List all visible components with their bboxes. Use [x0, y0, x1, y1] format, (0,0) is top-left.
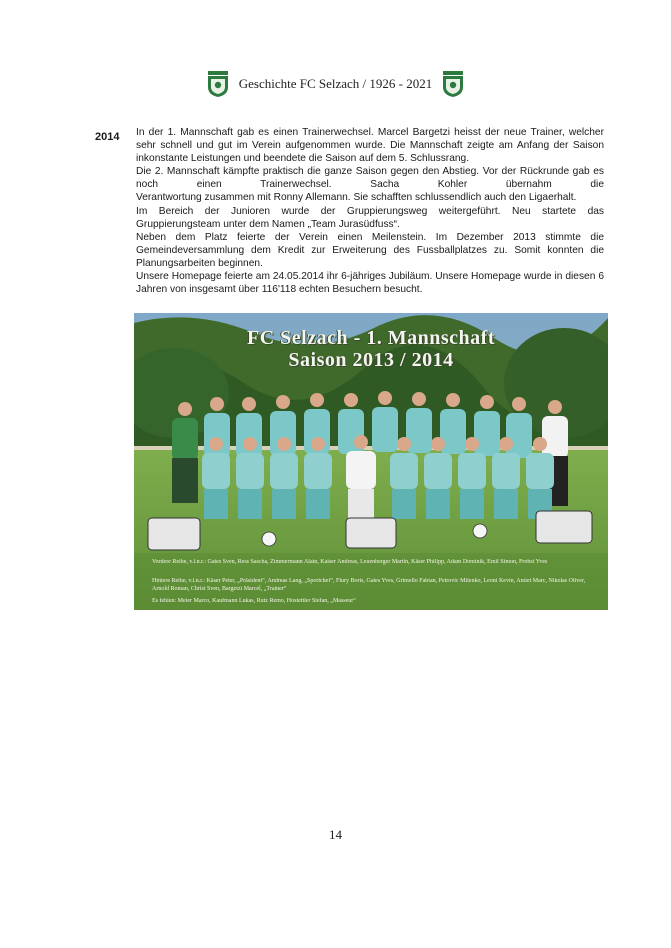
club-crest-icon	[442, 70, 464, 98]
photo-subtitle: Saison 2013 / 2014	[288, 349, 454, 371]
page-header	[0, 70, 671, 98]
page-number: 14	[329, 827, 342, 842]
year-label: 2014	[95, 131, 120, 143]
document-title: Geschichte FC Selzach / 1926 - 2021	[238, 76, 433, 91]
paragraph-homepage: Unsere Homepage feierte am 24.05.2014 ihr 6-jähriges Jubiläum. Unsere Homepage wurde in diesen 6 Jahren von insgesamt über 116'118 echten Besuchern besucht.	[136, 271, 604, 296]
photo-title: FC Selzach - 1. Mannschaft	[247, 327, 495, 349]
paragraph-first-team: In der 1. Mannschaft gab es einen Trainerwechsel. Marcel Bargetzi heisst der neue Trainer, welcher sehr schnell und gut im Verein aufgenommen wurde. Die Mannschaft zeigte am Anfang der Saison inkonstante Leistungen und beendete die Saison auf dem 5. Schlussrang.	[136, 127, 604, 165]
paragraph-second-team: Die 2. Mannschaft kämpfte praktisch die ganze Saison gegen den Abstieg. Vor der Rückrunde gab es noch einen Trainerwechsel. Sacha Kohler übernahm die	[136, 166, 604, 191]
paragraph-juniors: Im Bereich der Junioren wurde der Gruppierungsweg weitergeführt. Neu startete das Gruppierungsteam unter dem Namen „Team Jurasüdfuss“.	[136, 205, 604, 230]
team-photo	[134, 313, 608, 610]
photo-caption-missing: Es fehlen: Meier Marco, Kaufmann Lukas, Rutz Remo, Hostettler Stefan, „Masseur“	[152, 598, 356, 604]
paragraph-milestone: Neben dem Platz feierte der Verein einen Meilenstein. Im Dezember 2013 stimmte die Gemeindeversammlung dem Kredit zur Erweiterung des Fussballplatzes zu. Somit konnten die Planungsarbeiten beginnen.	[136, 231, 604, 269]
club-crest-icon	[207, 70, 229, 98]
paragraph-second-team-cont: Verantwortung zusammen mit Ronny Allemann. Sie schafften schlussendlich auch den Ligaerhalt.	[136, 192, 577, 204]
chronicle-text	[136, 126, 604, 296]
photo-caption-front-row: Vordere Reihe, v.l.n.r.: Gates Sven, Ress Sascha, Zimmermann Alain, Kaiser Andreas, Leuenberger Martin, Käser Philipp, Adam Dominik, Emil Simon, Probst Yves	[152, 559, 548, 565]
photo-caption-back-row: Hintere Reihe, v.l.n.r.: Käser Peter, „Präsident“, Andreas Lang, „Sportchef“, Flury Boris, Gates Yves, Grimello Fabian, Petrovic Milenko, Leoni Kevin, Amiet Marc, Nikolas Oliver, Arnold Roman, Christ Sven, Bargetzi Marcel, „Trainer“	[152, 578, 586, 592]
